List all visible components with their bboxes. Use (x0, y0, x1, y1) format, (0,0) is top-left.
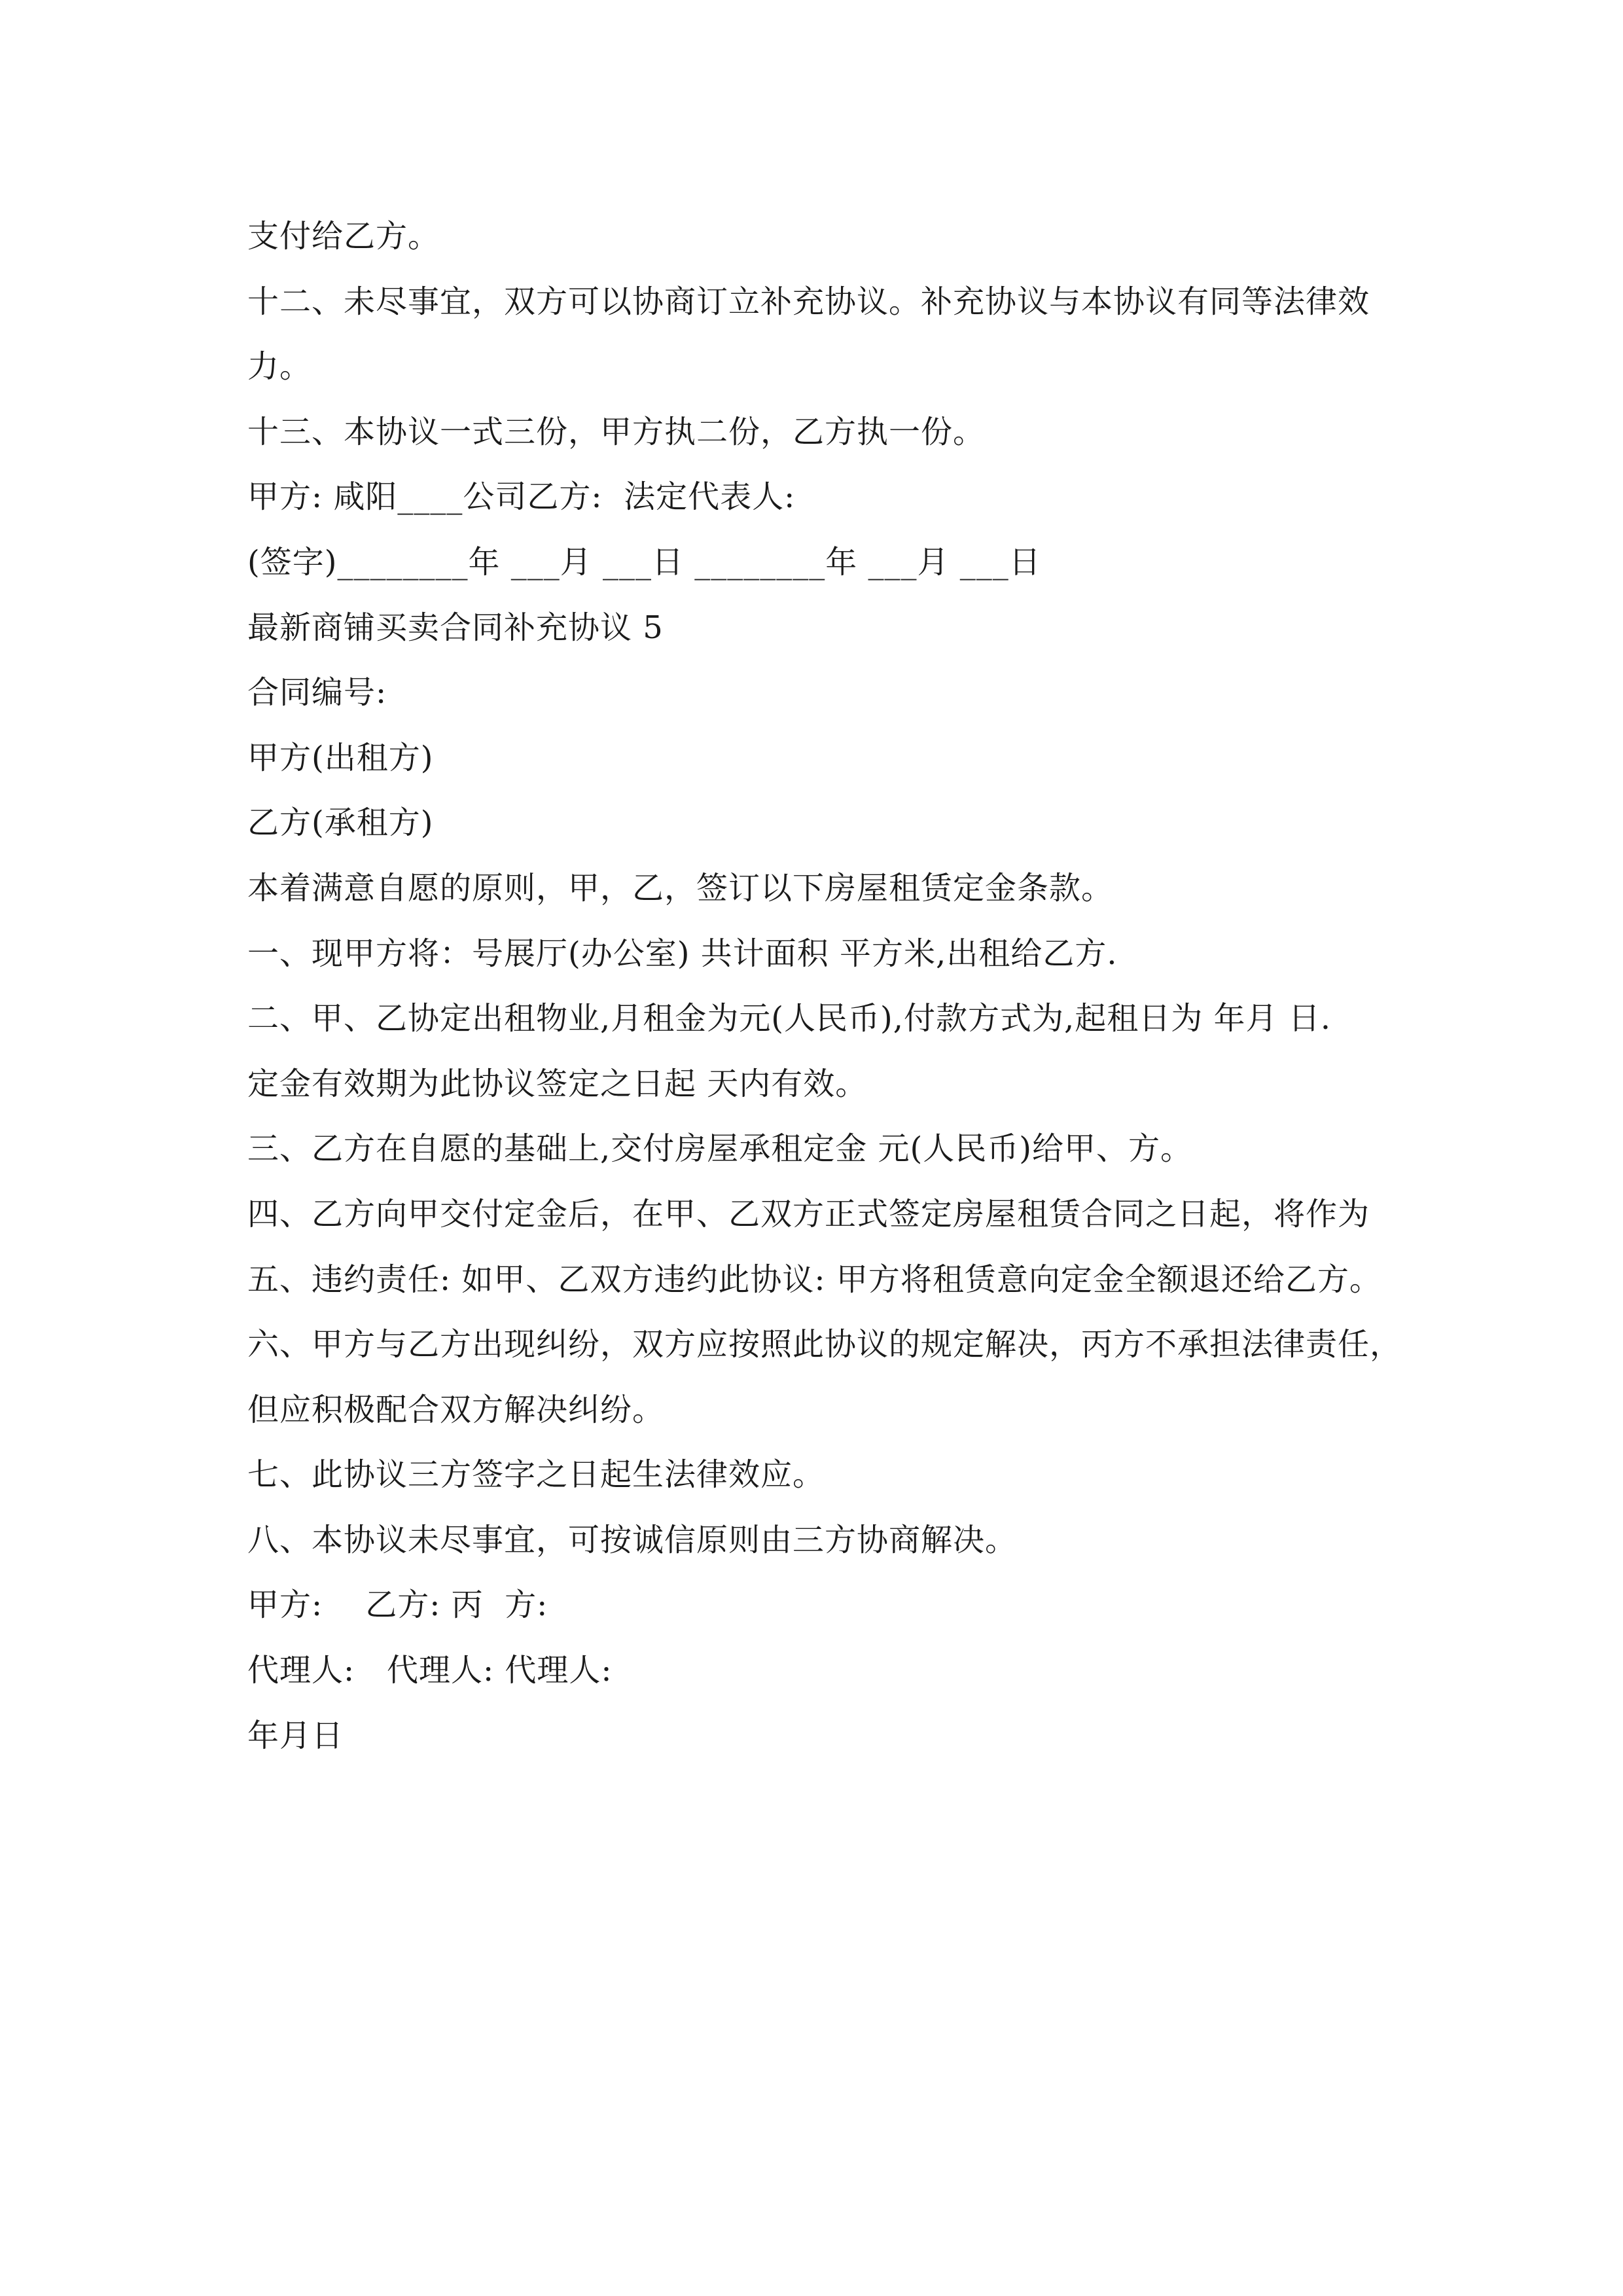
agents-signature-line: 代理人: 代理人: 代理人: (247, 1652, 613, 1689)
clause-2: 二、甲、乙协定出租物业,月租金为元(人民币),付款方式为,起租日为 年月 日. (247, 1000, 1332, 1037)
text-line: 十三、本协议一式三份，甲方执二份，乙方执一份。 (247, 413, 986, 450)
document-body (247, 204, 1402, 1768)
clause-6-continued: 但应积极配合双方解决纠纷。 (247, 1391, 665, 1428)
clause-1: 一、现甲方将：号展厅(办公室) 共计面积 平方米,出租给乙方. (247, 935, 1118, 972)
signature-date-line: (签字)________年 ___月 ___日 ________年 ___月 ___日 (247, 543, 1041, 581)
text-line: 支付给乙方。 (247, 218, 440, 255)
party-b-label: 乙方(承租方) (247, 804, 434, 842)
date-line: 年月日 (247, 1717, 344, 1754)
clause-6: 六、甲方与乙方出现纠纷，双方应按照此协议的规定解决，丙方不承担法律责任， (247, 1326, 1402, 1363)
clause-5: 五、违约责任: 如甲、乙双方违约此协议: 甲方将租赁意向定金全额退还给乙方。 (247, 1261, 1382, 1298)
clause-2-continued: 定金有效期为此协议签定之日起 天内有效。 (247, 1065, 868, 1102)
contract-number-label: 合同编号: (247, 674, 387, 711)
clause-7: 七、此协议三方签字之日起生法律效应。 (247, 1456, 825, 1494)
clause-8: 八、本协议未尽事宜，可按诚信原则由三方协商解决。 (247, 1521, 1018, 1558)
parties-signature-line: 甲方: 乙方: 丙 方: (247, 1587, 548, 1624)
party-a-label: 甲方(出租方) (247, 739, 434, 776)
section-title: 最新商铺买卖合同补充协议 5 (247, 609, 664, 646)
text-line: 十二、未尽事宜，双方可以协商订立补充协议。补充协议与本协议有同等法律效 (247, 283, 1370, 320)
clause-3: 三、乙方在自愿的基础上,交付房屋承租定金 元(人民币)给甲、方。 (247, 1130, 1192, 1168)
text-line: 力。 (247, 348, 312, 386)
text-line: 本着满意自愿的原则，甲，乙，签订以下房屋租赁定金条款。 (247, 869, 1114, 906)
signature-line-party-a: 甲方: 咸阳____公司乙方: 法定代表人: (247, 478, 796, 516)
clause-4: 四、乙方向甲交付定金后，在甲、乙双方正式签定房屋租赁合同之日起，将作为 (247, 1195, 1370, 1232)
